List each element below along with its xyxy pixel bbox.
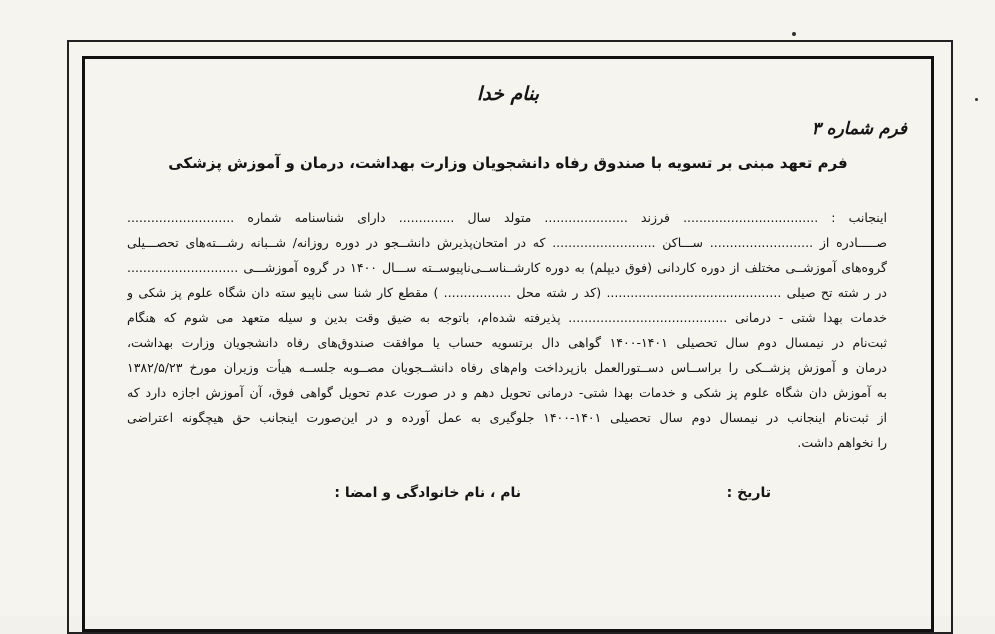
body-line: ثبت‌نام در نیمسال دوم سال تحصیلی ۱۴۰۱-۱۴۰۰ گواهی دال برتسویه حساب یا موافقت صندوق‌های رفاه دانشجویان وزارت بهداشت، — [127, 335, 887, 350]
body-line: از ثبت‌نام اینجانب در نیمسال دوم سال تحصیلی ۱۴۰۱-۱۴۰۰ جلوگیری به عمل آورده و در این‌صورت اینجانب حق هیچگونه اعتراضی — [127, 410, 887, 425]
date-label: تاریخ : — [726, 485, 771, 501]
form-title: فرم تعهد مبنی بر تسویه با صندوق رفاه دانشجویان وزارت بهداشت، درمان و آموزش پزشکی — [168, 154, 848, 172]
scan-speck — [975, 98, 978, 101]
bismillah-heading: بنام خدا — [476, 83, 540, 105]
scan-speck — [792, 32, 796, 36]
form-number: فرم شماره ۳ — [811, 119, 907, 139]
signature-label: نام ، نام خانوادگی و امضا : — [334, 485, 521, 501]
body-line: درمان و آموزش پزشــکی را براســاس دســتورالعمل بازپرداخت وام‌های رفاه دانشــجویان مصــوبه جلســه هیأت وزیران مورخ ۱۳۸۲/۵/۲۳ — [127, 360, 887, 375]
body-line: به آموزش دان شگاه علوم پز شکی و خدمات بهدا شتی- درمانی تحویل دهم و در صورت عدم تحویل گواهی فوق، آن آموزش اجازه دارد که — [127, 385, 887, 400]
body-line: در ر شته تح صیلی ............................................ (کد ر شته محل ................. ) مقطع کار شنا سی ناپیو سته دان شگاه علوم پز شکی و — [127, 285, 887, 300]
body-line: خدمات بهدا شتی - درمانی ........................................ پذیرفته شده‌ام، باتوجه به ضیق وقت بدین و سیله متعهد می شوم که هنگام — [127, 310, 887, 325]
body-line: را نخواهم داشت. — [797, 435, 887, 450]
body-line: اینجانب : .................................. فرزند ..................... متولد سال .............. دارای شناسنامه شماره ........................... — [127, 210, 887, 225]
body-line: صـــــادره از .......................... ســـاکن .......................... که در امتحان‌پذیرش دانشــجو در دوره روزانه/ شــبانه رشـــته‌های تحصـــیلی — [127, 235, 887, 250]
form-body — [127, 205, 887, 455]
form-frame — [82, 56, 934, 632]
body-line: گروه‌های آموزشــی مختلف از دوره کاردانی (فوق دیپلم) به دوره کارشــناســی‌ناپیوســته ســـال ۱۴۰۰ در گروه آموزشـــی ............................ — [127, 260, 887, 275]
